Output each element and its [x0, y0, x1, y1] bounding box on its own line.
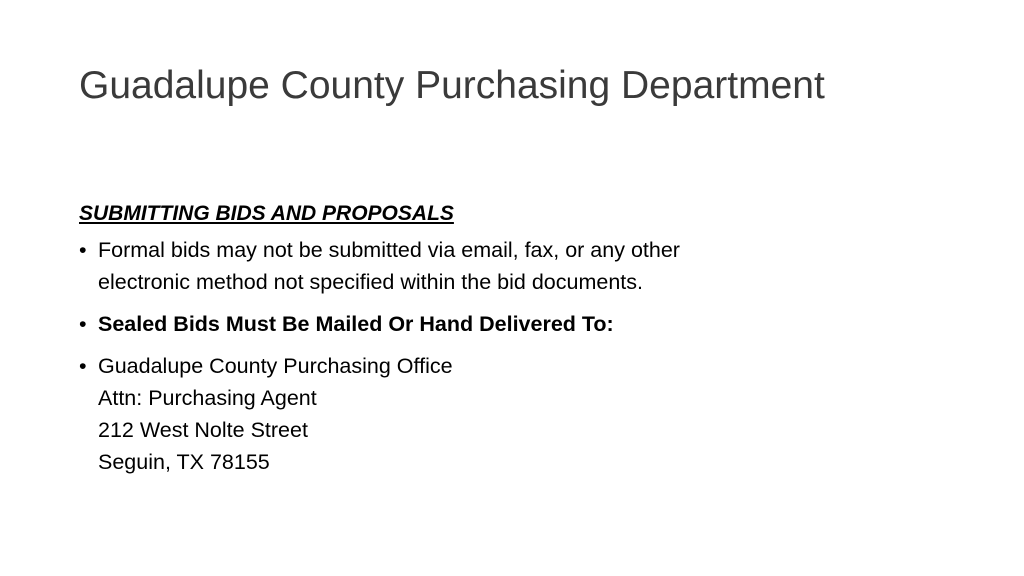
- bullet-marker: •: [79, 312, 87, 336]
- bullet-submission-method: [79, 234, 959, 298]
- bullet-mailing-address: [79, 350, 959, 478]
- bullet-text-line: Sealed Bids Must Be Mailed Or Hand Delivered To:: [98, 312, 614, 336]
- bullet-text-line: Formal bids may not be submitted via email, fax, or any other: [98, 238, 680, 262]
- bullet-marker: •: [79, 354, 87, 378]
- bullet-delivery-instruction: [79, 308, 959, 340]
- address-city-state-zip: Seguin, TX 78155: [98, 450, 270, 474]
- bullet-text-line: electronic method not specified within the bid documents.: [98, 270, 643, 294]
- bullet-marker: •: [79, 238, 87, 262]
- address-office: Guadalupe County Purchasing Office: [98, 354, 453, 378]
- address-attention: Attn: Purchasing Agent: [98, 386, 317, 410]
- slide-title: Guadalupe County Purchasing Department: [79, 64, 825, 107]
- address-street: 212 West Nolte Street: [98, 418, 308, 442]
- section-heading: SUBMITTING BIDS AND PROPOSALS: [79, 202, 454, 225]
- slide-content: [79, 198, 959, 488]
